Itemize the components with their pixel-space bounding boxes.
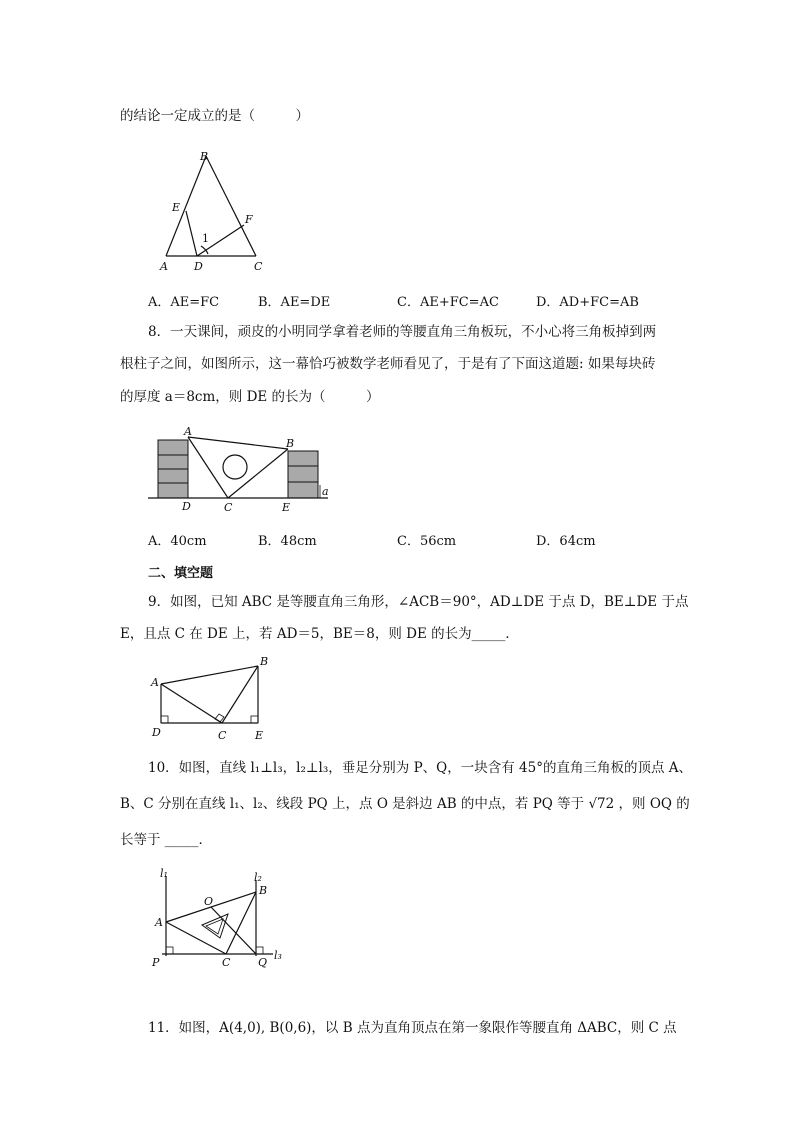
q9-figure: [148, 652, 278, 744]
q10-label-O: O: [204, 895, 214, 908]
q7-label-C: C: [254, 260, 263, 273]
q7-option-b: B．AE=DE: [258, 295, 331, 310]
q10-label-B: B: [259, 884, 268, 897]
q8-option-d: D．64cm: [536, 534, 596, 549]
q10-label-l2: l₂: [254, 871, 262, 884]
q7-label-F: F: [245, 213, 253, 226]
q7-label-1: 1: [202, 232, 209, 245]
q10-line-3: 长等于 _____．: [120, 832, 213, 848]
q8-line-3: 的厚度 a＝8cm，则 DE 的长为（ ）: [120, 389, 380, 405]
q7-option-d: D．AD+FC=AB: [536, 295, 639, 310]
q8-label-B: B: [286, 437, 295, 450]
q9-line-2: E，且点 C 在 DE 上，若 AD＝5，BE＝8，则 DE 的长为_____．: [120, 626, 519, 642]
q7-label-A: A: [160, 260, 168, 273]
q8-line-1: 8．一天课间，顽皮的小明同学拿着老师的等腰直角三角板玩，不小心将三角板掉到两: [148, 324, 657, 340]
q8-label-E: E: [282, 501, 291, 514]
q9-line-1: 9．如图，已知 ABC 是等腰直角三角形，∠ACB＝90°，AD⊥DE 于点 D，BE⊥DE 于点: [148, 594, 689, 610]
q10-label-l1: l₁: [160, 867, 168, 880]
q9-label-C: C: [218, 729, 227, 742]
q7-option-c: C．AE+FC=AC: [397, 295, 499, 310]
q10-label-A: A: [155, 916, 163, 929]
q9-label-B: B: [260, 655, 269, 668]
q10-line-1: 10．如图，直线 l₁⊥l₃，l₂⊥l₃，垂足分别为 P、Q，一块含有 45°的直角三角板的顶点 A、: [148, 760, 692, 776]
q8-label-A: A: [184, 425, 192, 438]
q7-label-B: B: [200, 150, 209, 163]
q8-label-D: D: [182, 500, 191, 513]
q10-label-l3: l₃: [274, 949, 282, 962]
q9-label-A: A: [151, 676, 159, 689]
q7-figure: [150, 145, 280, 275]
section-heading-fill-in: 二、填空题: [148, 566, 214, 581]
q8-option-c: C．56cm: [397, 534, 457, 549]
q7-label-E: E: [172, 201, 181, 214]
q8-figure: [148, 425, 338, 515]
q8-label-a: a: [322, 485, 329, 498]
q9-label-D: D: [152, 726, 161, 739]
q8-option-a: A．40cm: [148, 534, 207, 549]
q10-label-Q: Q: [258, 956, 268, 969]
q10-figure: [148, 866, 298, 971]
q8-option-b: B．48cm: [258, 534, 317, 549]
q7-question-tail: 的结论一定成立的是（ ）: [120, 108, 309, 124]
q8-label-C: C: [224, 501, 233, 514]
q10-label-C: C: [222, 956, 231, 969]
q7-option-a: A．AE=FC: [148, 295, 220, 310]
q11-line-1: 11．如图，A(4,0), B(0,6)，以 B 点为直角顶点在第一象限作等腰直角 ΔABC，则 C 点: [148, 1020, 677, 1036]
q8-line-2: 根柱子之间，如图所示，这一幕恰巧被数学老师看见了，于是有了下面这道题: 如果每块砖: [120, 356, 656, 372]
q10-label-P: P: [152, 956, 160, 969]
q10-line-2: B、C 分别在直线 l₁、l₂、线段 PQ 上，点 O 是斜边 AB 的中点，若 PQ 等于 √72 ，则 OQ 的: [120, 796, 690, 812]
q7-label-D: D: [194, 260, 203, 273]
q9-label-E: E: [255, 729, 264, 742]
